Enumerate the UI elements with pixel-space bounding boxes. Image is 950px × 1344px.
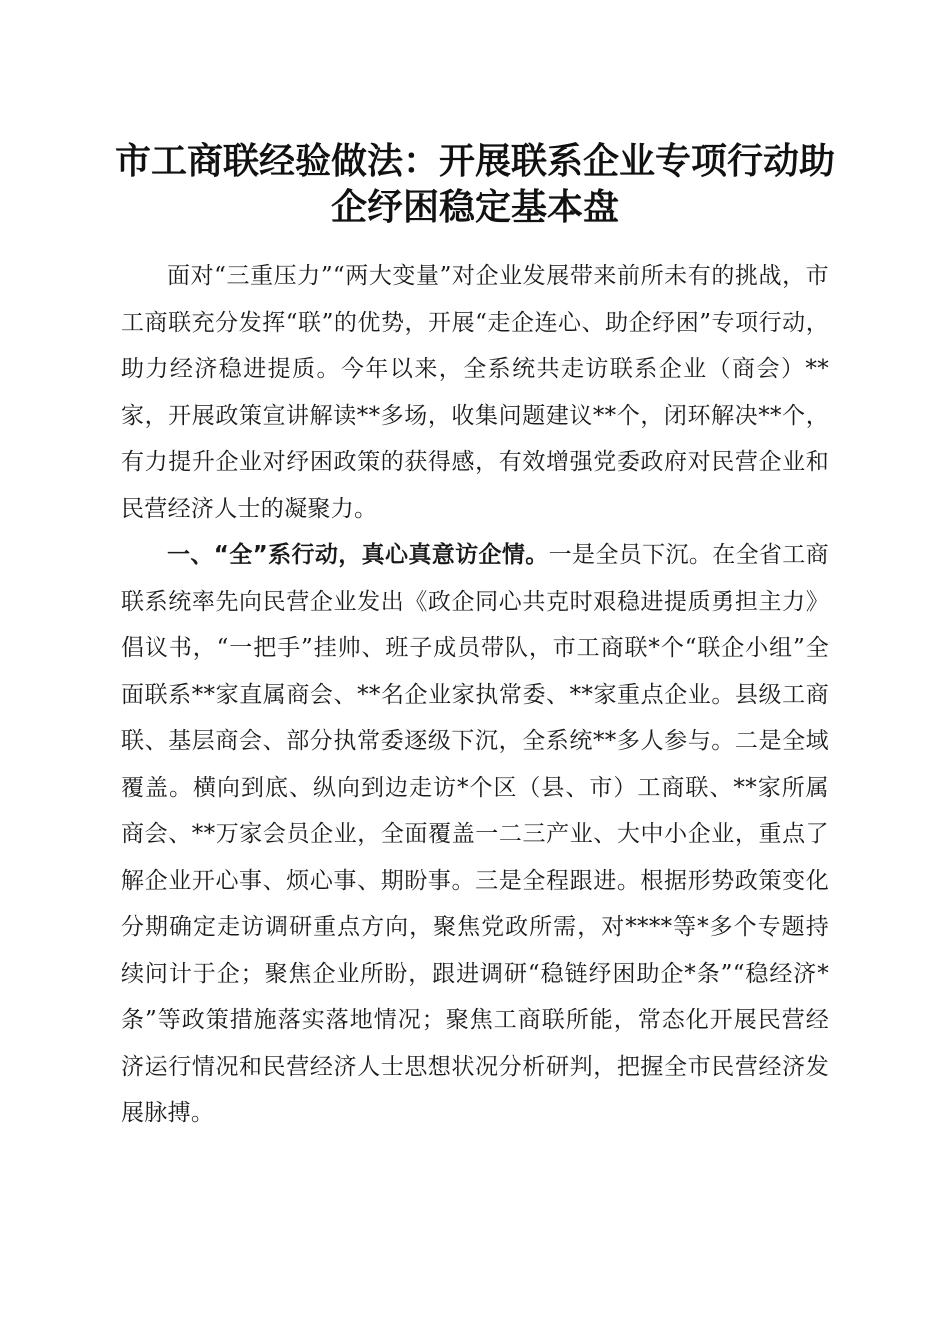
section-1-body: 一是全员下沉。在全省工商联系统率先向民营企业发出《政企同心共克时艰稳进提质勇担主力》倡议书，“一把手”挂帅、班子成员带队，市工商联*个“联企小组”全面联系**家直属商会、**名企业家执常委、**家重点企业。县级工商联、基层商会、部分执常委逐级下沉，全系统**多人参与。二是全域覆盖。横向到底、纵向到边走访*个区（县、市）工商联、**家所属商会、**万家会员企业，全面覆盖一二三产业、大中小企业，重点了解企业开心事、烦心事、期盼事。三是全程跟进。根据形势政策变化分期确定走访调研重点方向，聚焦党政所需，对****等*多个专题持续问计于企；聚焦企业所盼，跟进调研“稳链纾困助企*条”“稳经济*条”等政策措施落实落地情况；聚焦工商联所能，常态化开展民营经济运行情况和民营经济人士思想状况分析研判，把握全市民营经济发展脉搏。 [121, 542, 829, 1126]
document-title [100, 138, 850, 230]
intro-paragraph: 面对“三重压力”“两大变量”对企业发展带来前所未有的挑战，市工商联充分发挥“联”的优势，开展“走企连心、助企纾困”专项行动，助力经济稳进提质。今年以来，全系统共走访联系企业（商会）**家，开展政策宣讲解读**多场，收集问题建议**个，闭环解决**个，有力提升企业对纾困政策的获得感，有效增强党委政府对民营企业和民营经济人士的凝聚力。 [121, 263, 829, 522]
title-line-2: 企纾困稳定基本盘 [330, 186, 619, 228]
document-body [121, 253, 829, 1137]
title-line-1: 市工商联经验做法：开展联系企业专项行动助 [114, 140, 835, 182]
section-1-paragraph [121, 532, 829, 1137]
section-1-heading: 一、“全”系行动，真心真意访企情。 [167, 542, 549, 568]
